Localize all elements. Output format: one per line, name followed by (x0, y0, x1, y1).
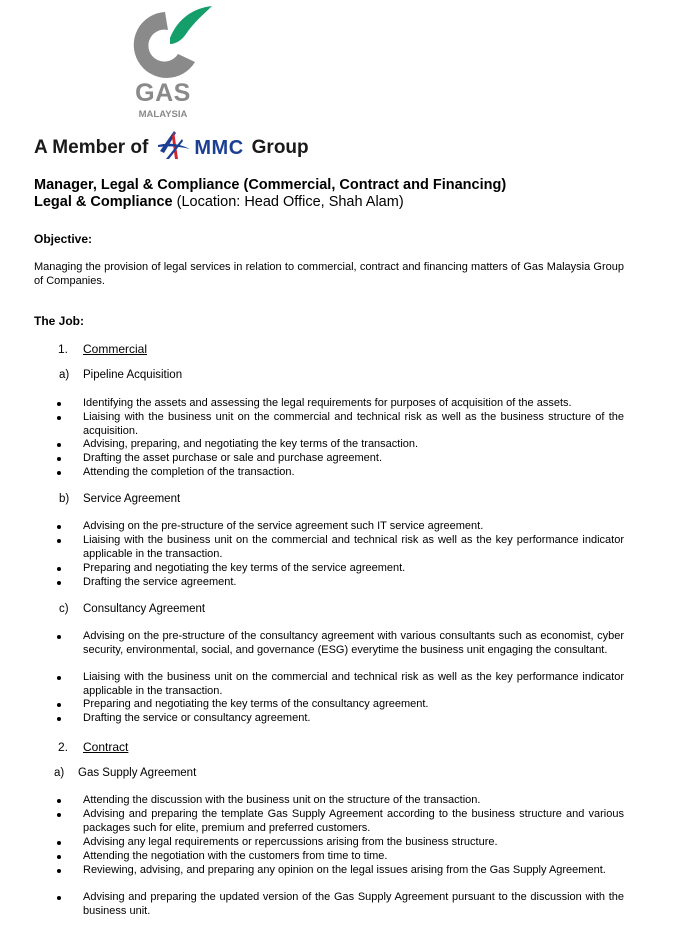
member-prefix: A Member of (34, 137, 149, 158)
list-item: Advising and preparing the template Gas Supply Agreement according to the business structure and various packages such for elite, premium and preferred customers. (57, 808, 624, 835)
objective-text: Managing the provision of legal services in relation to commercial, contract and financing matters of Gas Malaysia Group of Companies. (34, 261, 624, 287)
subsection-title: Pipeline Acquisition (83, 369, 183, 381)
section-number: 1. (58, 342, 69, 356)
list-item: Attending the completion of the transaction. (57, 466, 624, 480)
list-item: Liaising with the business unit on the commercial and technical risk as well as the business structure of the acquisition. (57, 411, 624, 438)
section-number: 2. (58, 740, 69, 754)
location-text: (Location: Head Office, Shah Alam) (176, 194, 404, 210)
list-item: Preparing and negotiating the key terms of the consultancy agreement. (57, 698, 624, 712)
list-item: Drafting the asset purchase or sale and purchase agreement. (57, 452, 624, 466)
department-line (34, 194, 404, 210)
list-item: Attending the discussion with the business unit on the structure of the transaction. (57, 794, 624, 808)
subsection-title: Gas Supply Agreement (78, 767, 197, 779)
subsection-letter: a) (59, 369, 70, 381)
mmc-star-icon (156, 129, 192, 167)
department-name: Legal & Compliance (34, 194, 173, 210)
logo-malaysia-wordmark: MALAYSIA (138, 109, 188, 120)
subsection-letter: b) (59, 493, 70, 505)
list-item: Advising on the pre-structure of the consultancy agreement with various consultants such as economist, cyber security, environmental, social, and governance (ESG) everytime the business unit engaging the consultant. (57, 630, 624, 657)
subsection-letter: a) (54, 767, 65, 779)
list-item: Liaising with the business unit on the commercial and technical risk as well as the key performance indicator applicable in the transaction. (57, 534, 624, 561)
list-item: Advising any legal requirements or repercussions arising from the business structure. (57, 836, 624, 850)
section-title: Commercial (83, 342, 148, 356)
list-item: Identifying the assets and assessing the legal requirements for purposes of acquisition of the assets. (57, 397, 624, 411)
member-suffix: Group (251, 137, 309, 158)
subsection-title: Service Agreement (83, 493, 181, 505)
list-item: Drafting the service agreement. (57, 576, 624, 590)
list-item: Advising and preparing the updated version of the Gas Supply Agreement pursuant to the discussion with the business unit. (57, 891, 624, 918)
the-job-heading: The Job: (34, 314, 84, 328)
subsection-title: Consultancy Agreement (83, 603, 206, 615)
list-item: Advising, preparing, and negotiating the key terms of the transaction. (57, 438, 624, 452)
list-item: Preparing and negotiating the key terms of the service agreement. (57, 562, 624, 576)
job-title: Manager, Legal & Compliance (Commercial, Contract and Financing) (34, 177, 507, 193)
list-item: Attending the negotiation with the customers from time to time. (57, 850, 624, 864)
list-item: Liaising with the business unit on the commercial and technical risk as well as the key performance indicator applicable in the transaction. (57, 671, 624, 698)
logo-gas-wordmark: GAS (135, 79, 191, 107)
gas-malaysia-logo (120, 4, 220, 122)
list-item: Drafting the service or consultancy agreement. (57, 712, 624, 726)
subsection-letter: c) (59, 603, 69, 615)
objective-heading: Objective: (34, 232, 93, 246)
list-item: Advising on the pre-structure of the service agreement such IT service agreement. (57, 520, 624, 534)
member-of-mmc-line (34, 130, 309, 166)
list-item: Reviewing, advising, and preparing any opinion on the legal issues arising from the Gas Supply Agreement. (57, 864, 624, 878)
section-title: Contract (83, 740, 129, 754)
gas-malaysia-emblem-icon (120, 4, 220, 84)
mmc-wordmark: MMC (194, 136, 244, 159)
